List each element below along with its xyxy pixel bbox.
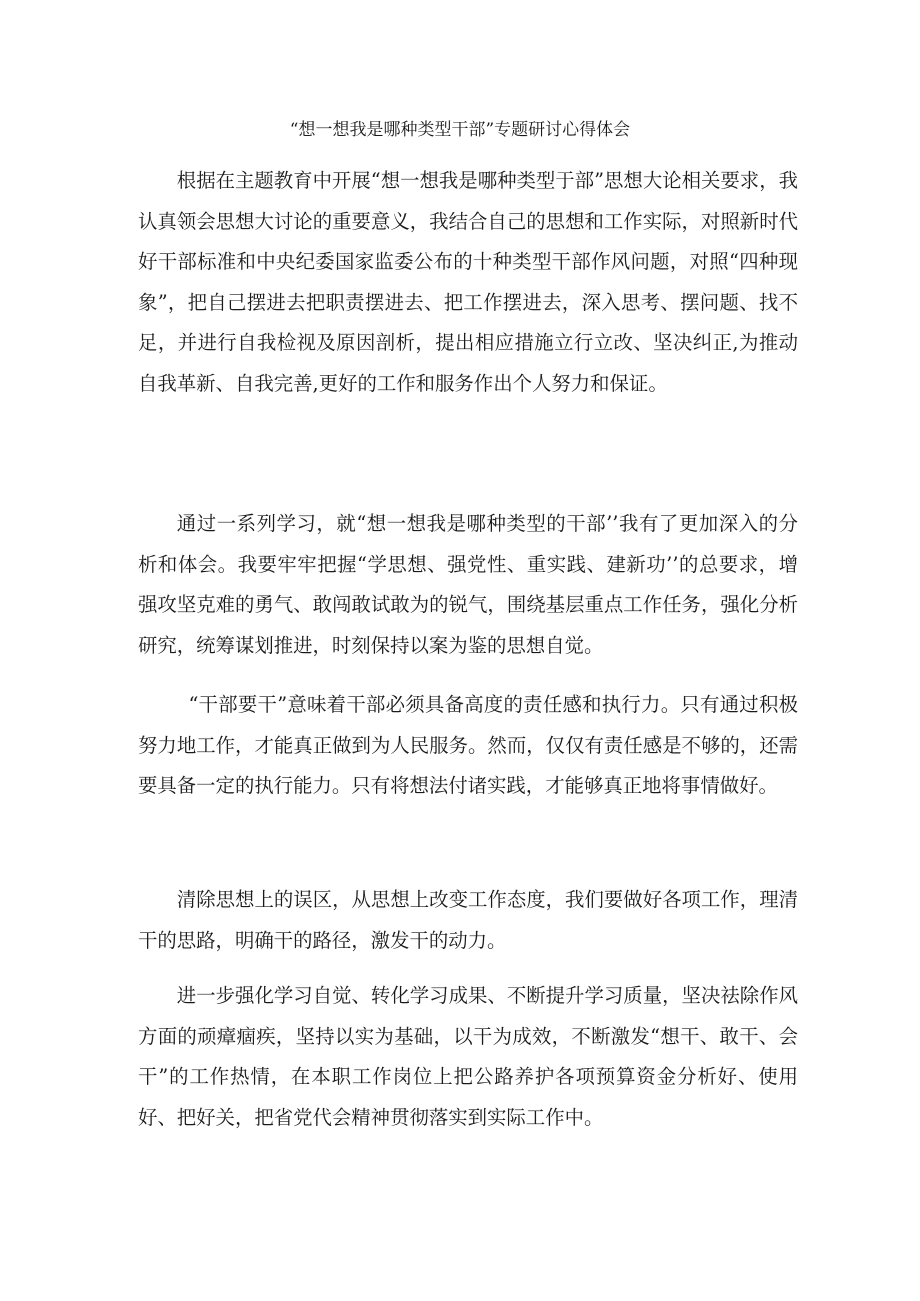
paragraph-2-block [138,504,798,666]
paragraph-1-block [138,161,798,404]
paragraph-4: 清除思想上的误区，从思想上改变工作态度，我们要做好各项工作，理清干的思路，明确干的路径，激发干的动力。 [138,888,798,952]
paragraph-4-block [138,880,798,961]
paragraph-3: “干部要干”意味着干部必须具备高度的责任感和执行力。只有通过积极努力地工作，才能真正做到为人民服务。然而，仅仅有责任感是不够的，还需要具备一定的执行能力。只有将想法付诸实践，才能够真正地将事情做好。 [138,693,798,797]
document-title: “想一想我是哪种类型干部”专题研讨心得体会 [289,120,631,140]
paragraph-5: 进一步强化学习自觉、转化学习成果、不断提升学习质量，坚决祛除作风方面的顽瘴痼疾，坚持以实为基础，以干为成效，不断激发“想干、敢干、会干”的工作热情，在本职工作岗位上把公路养护各项预算资金分析好、使用好、把好关，把省党代会精神贯彻落实到实际工作中。 [138,984,798,1129]
paragraph-5-block [138,976,798,1138]
paragraph-2: 通过一系列学习，就“想一想我是哪种类型的干部’’我有了更加深入的分析和体会。我要牢牢把握“学思想、强党性、重实践、建新功’’的总要求，增强攻坚克难的勇气、敢闯敢试敢为的锐气，围绕基层重点工作任务，强化分析研究，统筹谋划推进，时刻保持以案为鉴的思想自觉。 [138,512,798,657]
paragraph-1: 根据在主题教育中开展“想一想我是哪种类型于部”思想大论相关要求，我认真领会思想大讨论的重要意义，我结合自己的思想和工作实际，对照新时代好干部标准和中央纪委国家监委公布的十种类型干部作风问题，对照“四种现象”，把自己摆进去把职责摆进去、把工作摆进去，深入思考、摆问题、找不足，并进行自我检视及原因剖析，提出相应措施立行立改、坚决纠正,为推动自我革新、自我完善,更好的工作和服务作出个人努力和保证。 [138,169,798,395]
paragraph-3-block [138,685,798,807]
